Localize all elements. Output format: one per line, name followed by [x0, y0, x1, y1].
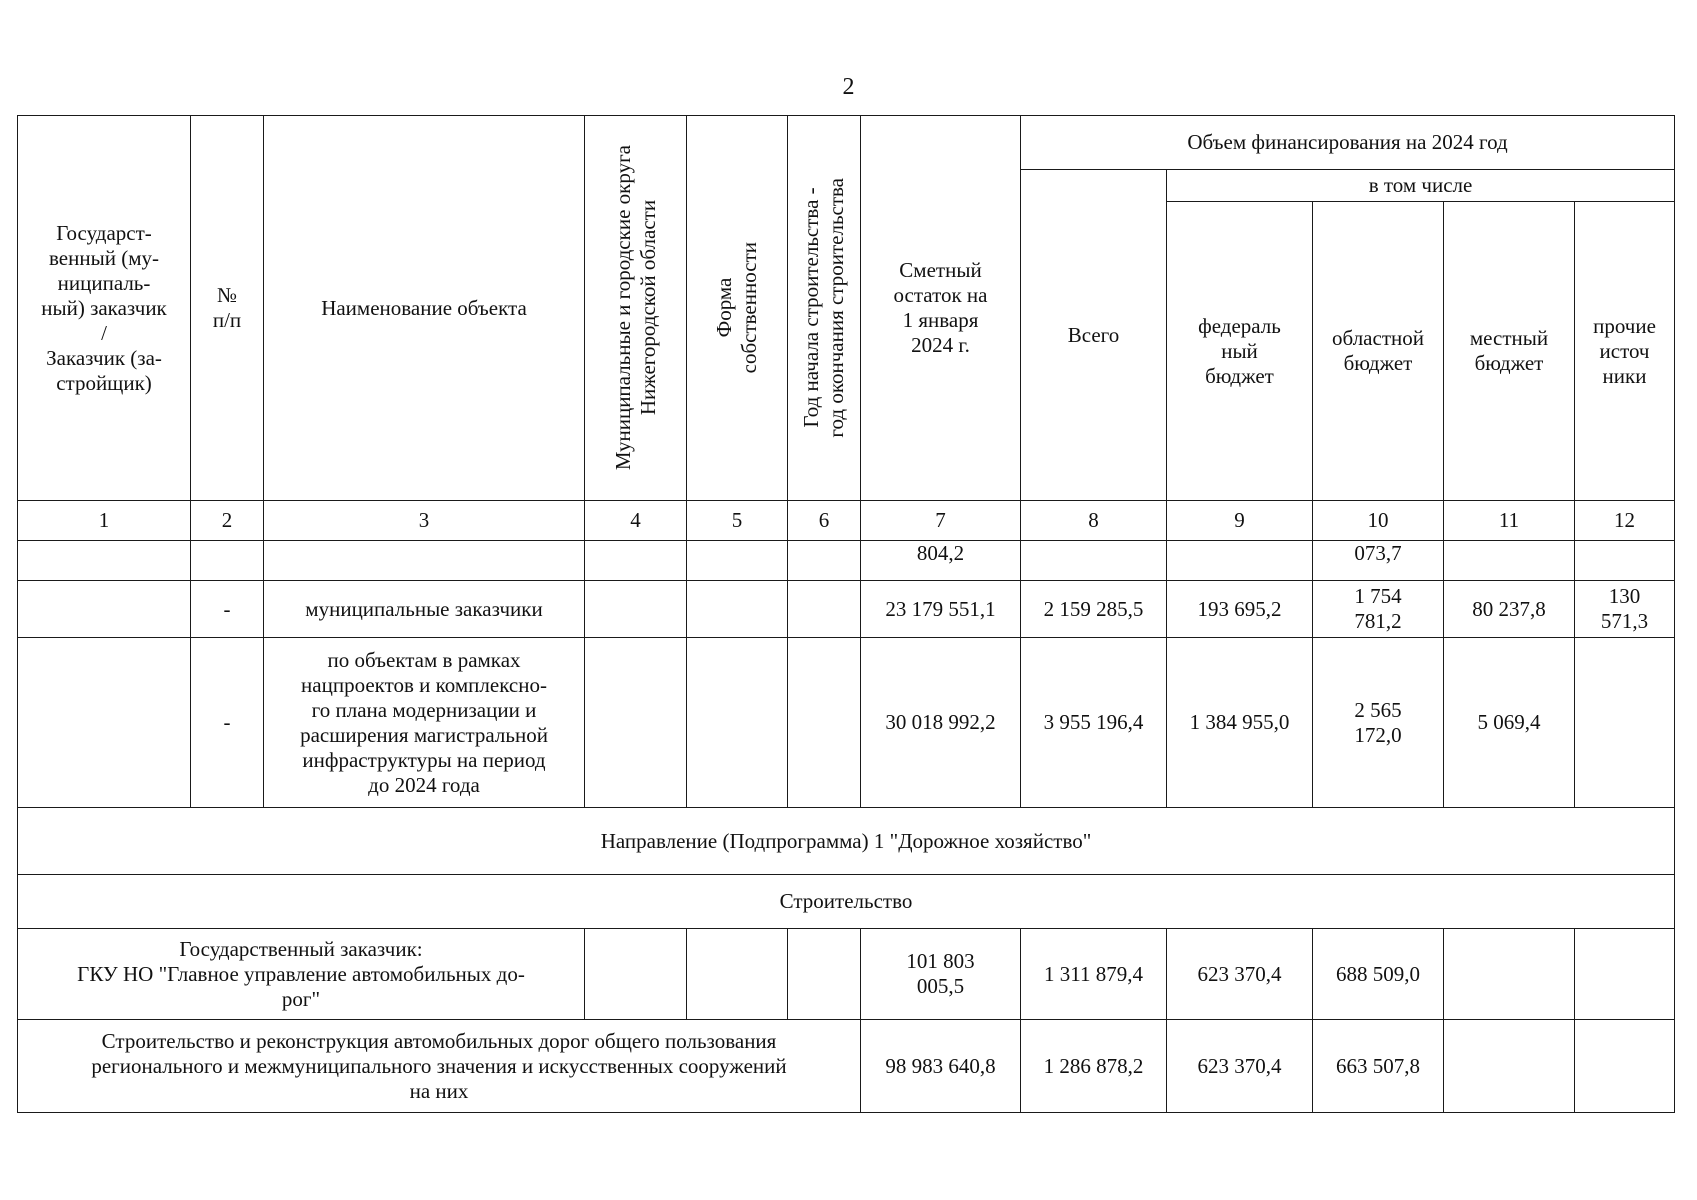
cell-other-sources: 130 571,3 [1575, 581, 1675, 638]
cell-total: 2 159 285,5 [1021, 581, 1167, 638]
header-including: в том числе [1167, 170, 1675, 202]
column-numbers-row [18, 501, 1675, 541]
cell-other-sources [1575, 638, 1675, 808]
cell-total: 3 955 196,4 [1021, 638, 1167, 808]
column-number: 5 [687, 501, 788, 541]
cell-regional-budget: 073,7 [1313, 541, 1444, 581]
cell-federal-budget: 623 370,4 [1167, 1020, 1313, 1113]
column-number: 1 [18, 501, 191, 541]
investment-program-table [17, 115, 1675, 1113]
cell-local-budget: 80 237,8 [1444, 581, 1575, 638]
header-districts: Муниципальные и городские округа Нижегородской области [610, 145, 660, 471]
column-number: 8 [1021, 501, 1167, 541]
cell-other-sources [1575, 1020, 1675, 1113]
table-row-gku [18, 929, 1675, 1020]
cell-number: - [191, 638, 264, 808]
header-estimated-balance: Сметный остаток на 1 января 2024 г. [861, 116, 1021, 501]
cell-regional-budget: 2 565 172,0 [1313, 638, 1444, 808]
column-number: 2 [191, 501, 264, 541]
cell-total: 1 286 878,2 [1021, 1020, 1167, 1113]
section-row-construction [18, 875, 1675, 929]
header-local-budget: местный бюджет [1444, 202, 1575, 501]
header-funding-2024: Объем финансирования на 2024 год [1021, 116, 1675, 170]
cell-local-budget [1444, 1020, 1575, 1113]
header-other-sources: прочие источ ники [1575, 202, 1675, 501]
header-object-name: Наименование объекта [264, 116, 585, 501]
cell-customer-name: Государственный заказчик: ГКУ НО "Главное управление автомобильных до- рог" [18, 929, 585, 1020]
column-number: 6 [788, 501, 861, 541]
header-regional-budget: областной бюджет [1313, 202, 1444, 501]
cell-federal-budget: 1 384 955,0 [1167, 638, 1313, 808]
page-number: 2 [842, 74, 855, 100]
column-number: 9 [1167, 501, 1313, 541]
header-total: Всего [1021, 170, 1167, 501]
header-ownership: Форма собственности [712, 242, 761, 374]
table-row-municipal [18, 581, 1675, 638]
construction-title: Строительство [18, 875, 1675, 929]
column-number: 10 [1313, 501, 1444, 541]
table-row-national-projects [18, 638, 1675, 808]
header-years-cell [788, 116, 861, 501]
cell-object-name: по объектам в рамках нацпроектов и комплексно- го плана модернизации и расширения магистральной инфраструктуры на период до 2024 года [264, 638, 585, 808]
section-row-direction [18, 808, 1675, 875]
header-number: № п/п [191, 116, 264, 501]
cell-estimated-balance: 98 983 640,8 [861, 1020, 1021, 1113]
cell-local-budget [1444, 929, 1575, 1020]
cell-regional-budget: 1 754 781,2 [1313, 581, 1444, 638]
cell-estimated-balance: 101 803 005,5 [861, 929, 1021, 1020]
table-row-roads [18, 1020, 1675, 1113]
column-number: 12 [1575, 501, 1675, 541]
cell-regional-budget: 688 509,0 [1313, 929, 1444, 1020]
header-construction-years: Год начала строительства - год окончания строительства [799, 178, 848, 438]
cell-estimated-balance: 804,2 [861, 541, 1021, 581]
column-number: 7 [861, 501, 1021, 541]
cell-total: 1 311 879,4 [1021, 929, 1167, 1020]
cell-estimated-balance: 30 018 992,2 [861, 638, 1021, 808]
direction-title: Направление (Подпрограмма) 1 "Дорожное хозяйство" [18, 808, 1675, 875]
cell-local-budget: 5 069,4 [1444, 638, 1575, 808]
header-ownership-cell [687, 116, 788, 501]
cell-object-name: муниципальные заказчики [264, 581, 585, 638]
cell-other-sources [1575, 929, 1675, 1020]
cell-number: - [191, 581, 264, 638]
cell-estimated-balance: 23 179 551,1 [861, 581, 1021, 638]
cell-object-name: Строительство и реконструкция автомобильных дорог общего пользования регионального и межмуниципального значения и искусственных сооружений на них [18, 1020, 861, 1113]
column-number: 3 [264, 501, 585, 541]
column-number: 11 [1444, 501, 1575, 541]
header-federal-budget: федераль ный бюджет [1167, 202, 1313, 501]
cell-federal-budget: 193 695,2 [1167, 581, 1313, 638]
header-customer: Государст- венный (му- ниципаль- ный) заказчик / Заказчик (за- стройщик) [18, 116, 191, 501]
cell-regional-budget: 663 507,8 [1313, 1020, 1444, 1113]
cell-federal-budget: 623 370,4 [1167, 929, 1313, 1020]
table-row-continuation [18, 541, 1675, 581]
header-districts-cell [585, 116, 687, 501]
column-number: 4 [585, 501, 687, 541]
